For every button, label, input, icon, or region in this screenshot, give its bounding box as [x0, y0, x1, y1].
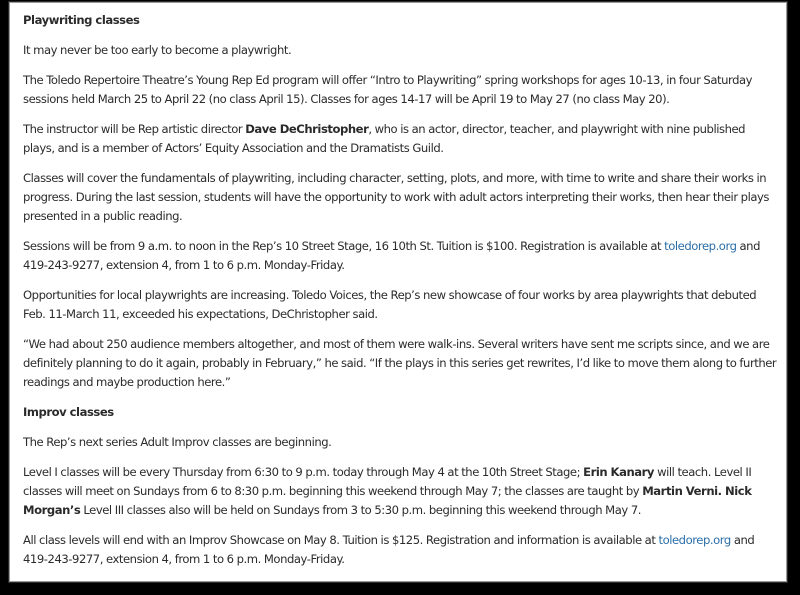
paragraph: [23, 463, 778, 520]
article-body: [10, 3, 786, 569]
instructor-name: Dave DeChristopher: [245, 122, 369, 136]
section-heading-improv: Improv classes: [23, 405, 114, 419]
paragraph: The Rep’s next series Adult Improv classes are beginning.: [23, 435, 332, 449]
toledorep-link[interactable]: toledorep.org: [664, 239, 737, 253]
text: will teach. Level II classes will meet on Sundays from 6 to 8:30 p.m. beginning this weekend through May 7; the classes are taught by: [23, 465, 752, 498]
section-heading-playwriting: Playwriting classes: [23, 13, 140, 27]
text: Level III classes also will be held on Sundays from 3 to 5:30 p.m. beginning this weekend through May 7.: [80, 503, 641, 517]
text: , who is an actor, director, teacher, and playwright with nine published plays, and is a member of Actors’ Equity Association and the Dramatists Guild.: [23, 122, 746, 155]
text: Level I classes will be every Thursday from 6:30 to 9 p.m. today through May 4 at the 10th Street Stage;: [23, 465, 584, 479]
text: and 419-243-9277, extension 4, from 1 to 6 p.m. Monday-Friday.: [23, 239, 760, 272]
teacher-name: Erin Kanary: [583, 465, 655, 479]
paragraph: Classes will cover the fundamentals of playwriting, including character, setting, plots, and more, with time to write and share their works in progress. During the last session, students will have the opportunity to work with adult actors interpreting their works, then hear their plays presented in a public reading.: [23, 171, 770, 223]
article-frame: [9, 2, 787, 582]
text: All class levels will end with an Improv Showcase on May 8. Tuition is $125. Registration and information is available at: [23, 533, 659, 547]
paragraph: [23, 531, 778, 569]
paragraph: It may never be too early to become a playwright.: [23, 43, 292, 57]
text: and 419-243-9277, extension 4, from 1 to 6 p.m. Monday-Friday.: [23, 533, 755, 566]
text: Sessions will be from 9 a.m. to noon in the Rep’s 10 Street Stage, 16 10th St. Tuition is $100. Registration is available at: [23, 239, 665, 253]
paragraph: The Toledo Repertoire Theatre’s Young Rep Ed program will offer “Intro to Playwriting” spring workshops for ages 10-13, in four Saturday sessions held March 25 to April 22 (no class April 15). Classes for ages 14-17 will be April 19 to May 27 (no class May 20).: [23, 73, 753, 106]
paragraph: [23, 237, 778, 275]
paragraph: [23, 120, 778, 158]
teacher-names: Martin Verni. Nick Morgan’s: [23, 484, 752, 517]
text: The instructor will be Rep artistic director: [23, 122, 246, 136]
paragraph: “We had about 250 audience members altogether, and most of them were walk-ins. Several writers have sent me scripts since, and we are definitely planning to do it again, probably in February,” he said. “If the plays in this series get rewrites, I’d like to move them along to further readings and maybe production here.”: [23, 337, 777, 389]
paragraph: Opportunities for local playwrights are increasing. Toledo Voices, the Rep’s new showcase of four works by area playwrights that debuted Feb. 11-March 11, exceeded his expectations, DeChristopher said.: [23, 288, 757, 321]
toledorep-link[interactable]: toledorep.org: [658, 533, 731, 547]
